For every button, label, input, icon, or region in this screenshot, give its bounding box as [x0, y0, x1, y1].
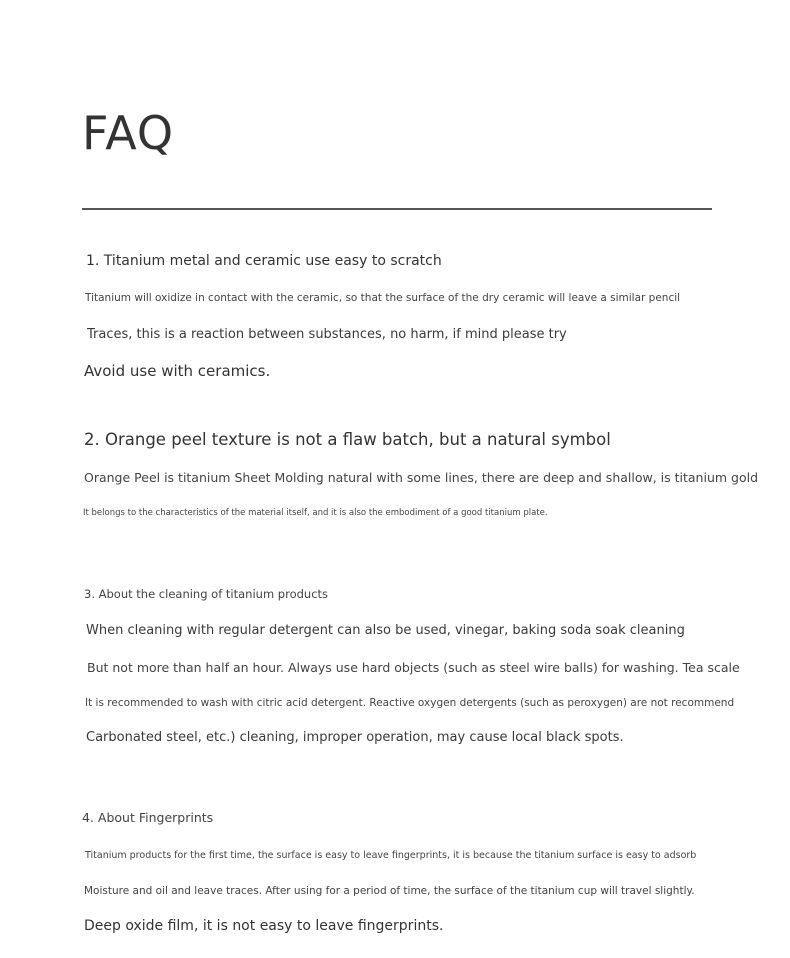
page-title: FAQ: [82, 106, 175, 160]
faq-text-2-line-2: It belongs to the characteristics of the material itself, and it is also the embodiment of a good titanium plate.: [83, 508, 548, 518]
faq-heading-2: 2. Orange peel texture is not a flaw batch, but a natural symbol: [84, 430, 611, 449]
faq-heading-3: 3. About the cleaning of titanium products: [84, 587, 329, 601]
faq-text-3-line-4: Carbonated steel, etc.) cleaning, improper operation, may cause local black spots.: [86, 730, 624, 745]
faq-text-4-line-3: Deep oxide film, it is not easy to leave fingerprints.: [84, 918, 444, 934]
faq-text-1-line-3: Avoid use with ceramics.: [84, 362, 271, 380]
faq-text-3-line-3: It is recommended to wash with citric acid detergent. Reactive oxygen detergents (such as peroxygen) are not recommend: [85, 697, 735, 709]
faq-heading-1: 1. Titanium metal and ceramic use easy to scratch: [86, 253, 442, 269]
faq-text-4-line-2: Moisture and oil and leave traces. After using for a period of time, the surface of the titanium cup will travel slightly.: [84, 885, 695, 897]
faq-heading-4: 4. About Fingerprints: [82, 810, 214, 825]
faq-text-2-line-1: Orange Peel is titanium Sheet Molding natural with some lines, there are deep and shallow, is titanium gold: [84, 470, 759, 485]
faq-text-3-line-1: When cleaning with regular detergent can also be used, vinegar, baking soda soak cleaning: [86, 623, 685, 638]
faq-text-1-line-2: Traces, this is a reaction between substances, no harm, if mind please try: [87, 327, 567, 342]
faq-text-3-line-2: But not more than half an hour. Always use hard objects (such as steel wire balls) for washing. Tea scale: [87, 660, 740, 675]
faq-text-4-line-1: Titanium products for the first time, the surface is easy to leave fingerprints, it is because the titanium surface is easy to adsorb: [85, 850, 697, 861]
faq-text-1-line-1: Titanium will oxidize in contact with the ceramic, so that the surface of the dry ceramic will leave a similar pencil: [85, 292, 681, 304]
divider: [82, 208, 712, 210]
